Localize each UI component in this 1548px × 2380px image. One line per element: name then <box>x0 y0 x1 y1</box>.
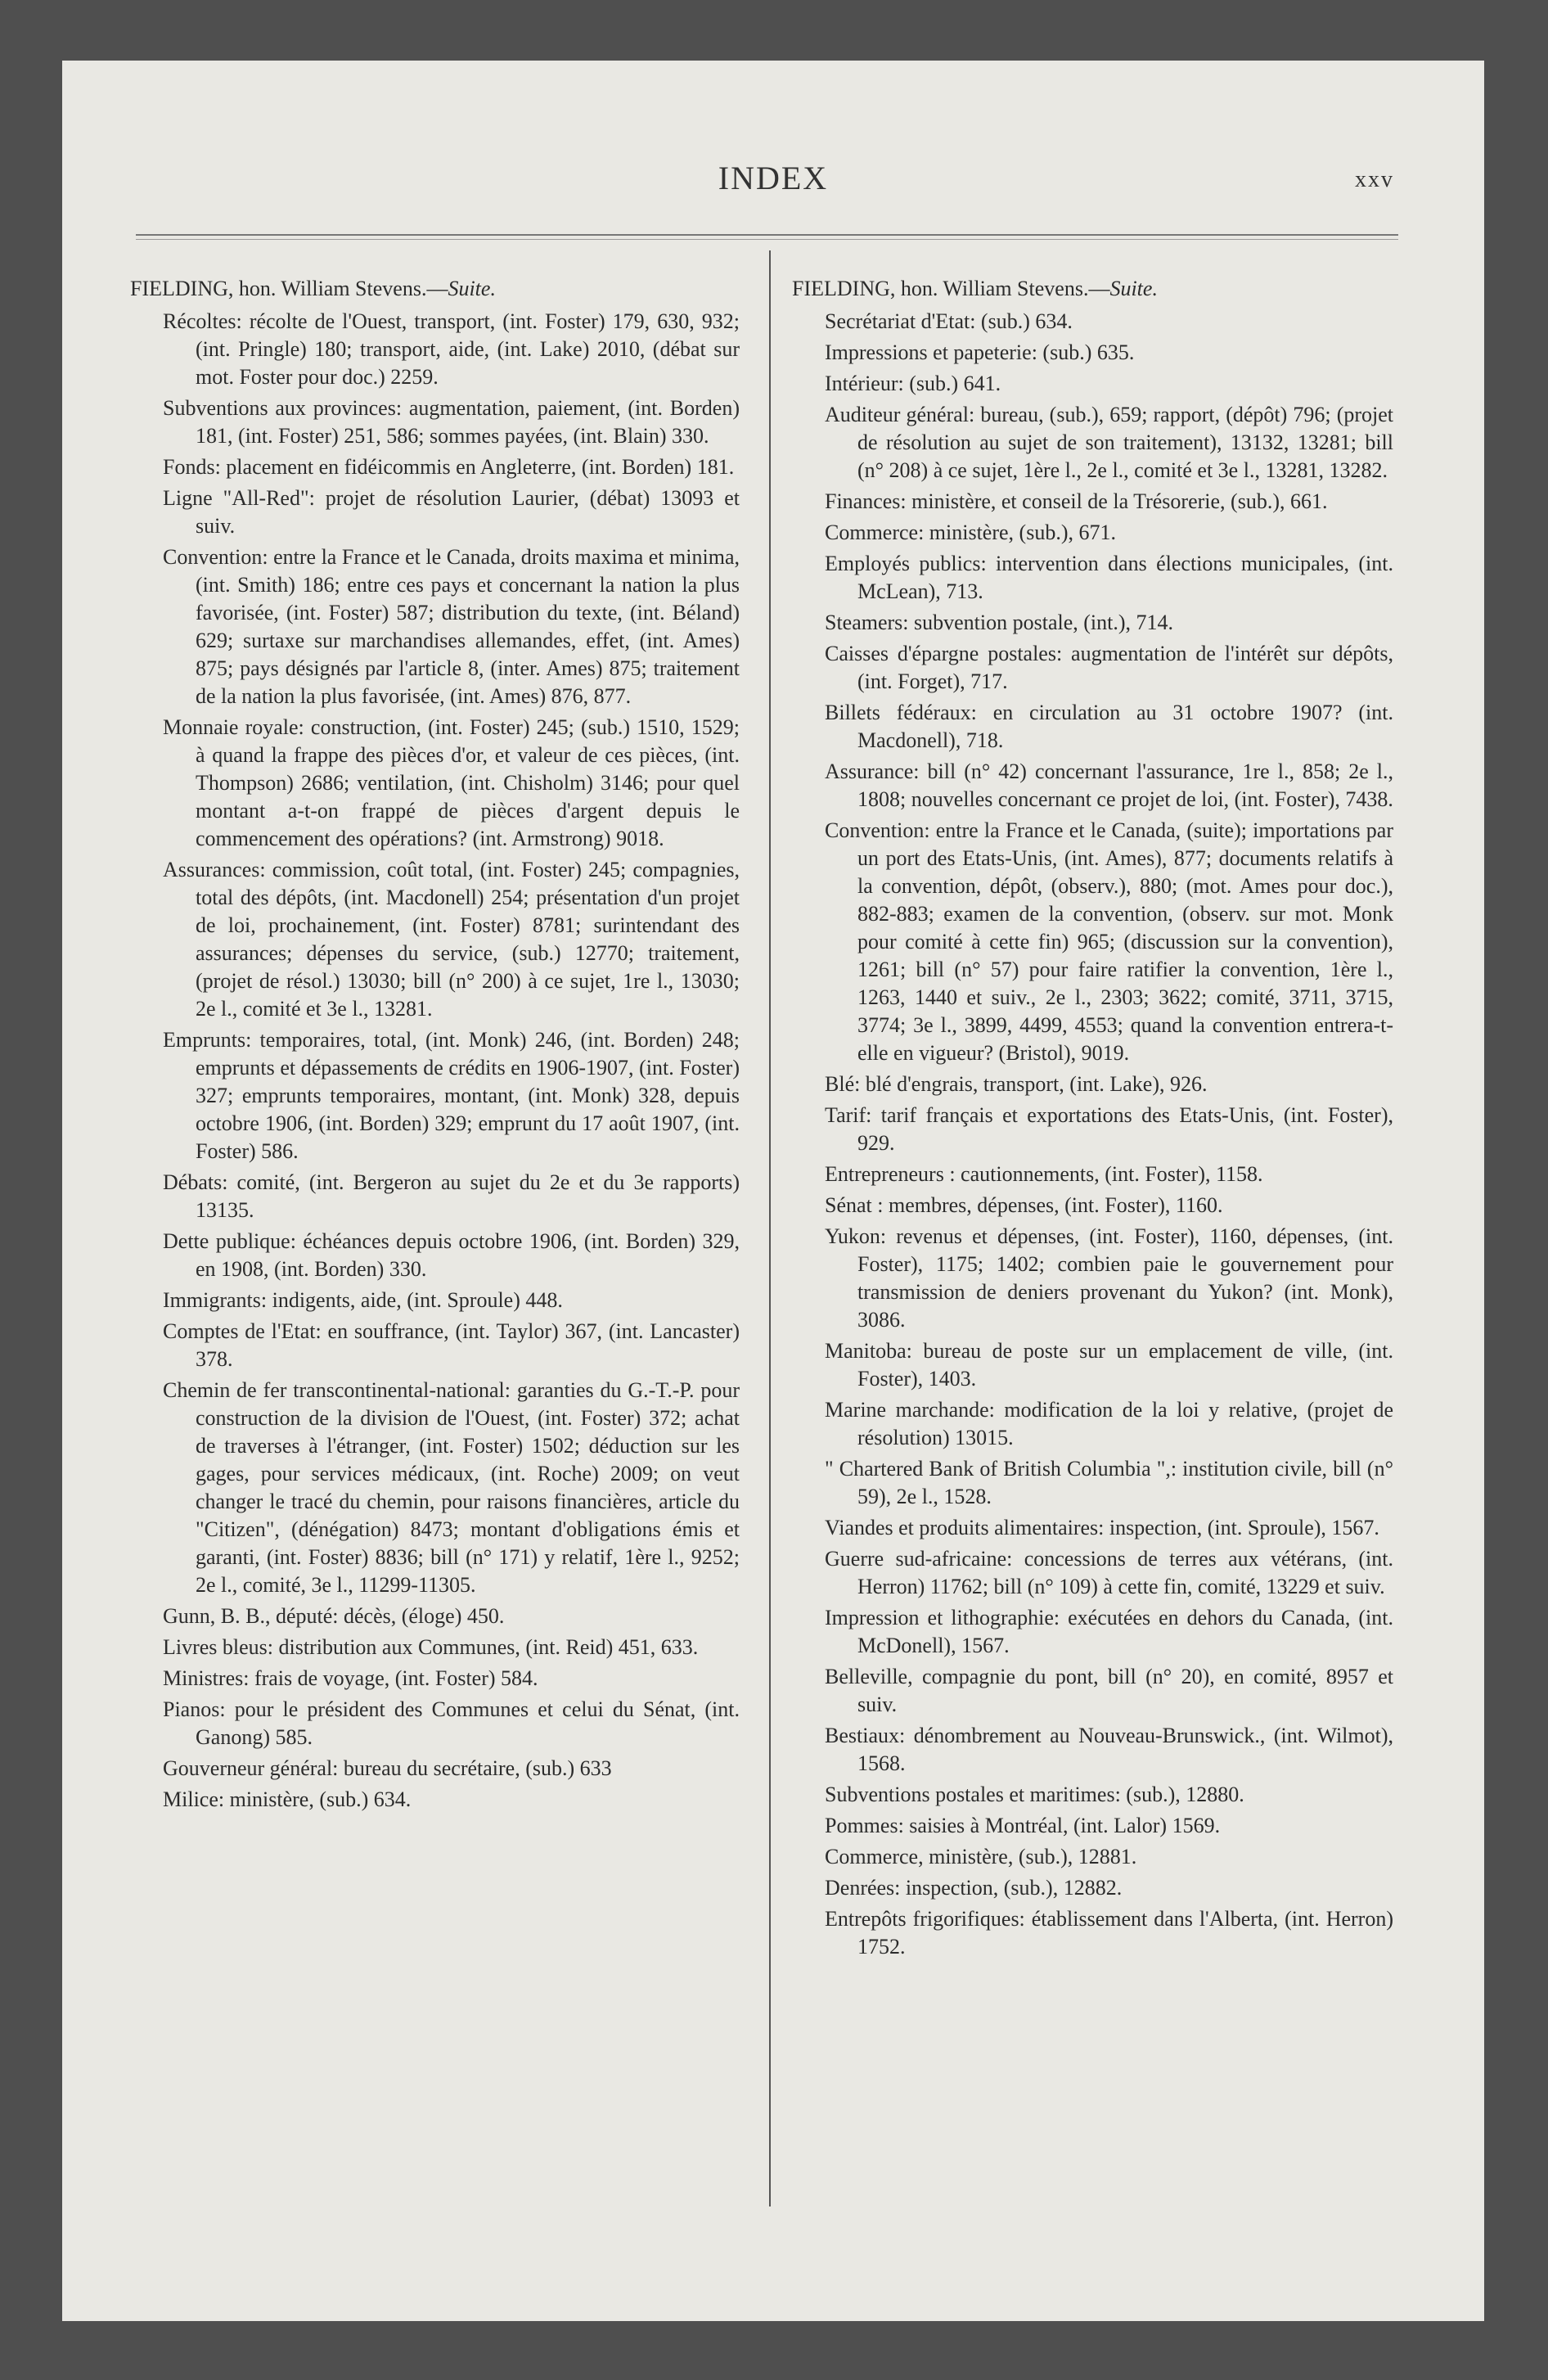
index-entry: Dette publique: échéances depuis octobre 1906, (int. Borden) 329, en 1908, (int. Borden) 330. <box>163 1229 740 1281</box>
index-entry: Marine marchande: modification de la loi y relative, (projet de résolution) 13015. <box>825 1398 1393 1449</box>
index-entry: Billets fédéraux: en circulation au 31 octobre 1907? (int. Macdonell), 718. <box>825 701 1393 752</box>
index-entry: Milice: ministère, (sub.) 634. <box>163 1787 412 1811</box>
entry-heading <box>792 275 1393 303</box>
index-entry: Ministres: frais de voyage, (int. Foster) 584. <box>163 1666 538 1690</box>
index-entry: Convention: entre la France et le Canada, (suite); importations par un port des Etats-Unis, (int. Ames), 877; documents relatifs à la convention, dépôt, (observ.), 880; (mot. Ames pour doc.), 882-883; examen de la convention, (observ. sur mot. Monk pour comité à cette fin) 965; (discussion sur la convention), 1261; bill (n° 57) pour faire ratifier la convention, 1ère l., 1263, 1440 et suiv., 2e l., 2303; 3622; comité, 3711, 3715, 3774; 3e l., 3899, 4499, 4553; quand la convention entrera-t-elle en vigueur? (Bristol), 9019. <box>825 818 1393 1065</box>
index-entry: Gunn, B. B., député: décès, (éloge) 450. <box>163 1604 505 1628</box>
index-entry: Chemin de fer transcontinental-national: garanties du G.-T.-P. pour construction de la division de l'Ouest, (int. Foster) 372; achat de traverses à l'étranger, (int. Foster) 1502; déduction sur les gages, pour services médicaux, (int. Roche) 2009; on veut changer le tracé du chemin, pour raisons financières, article du "Citizen", (dénégation) 8473; montant d'obligations émis et garanti, (int. Foster) 8836; bill (n° 171) y relatif, 1ère l., 9252; 2e l., comité, 3e l., 11299-11305. <box>163 1378 740 1597</box>
index-page <box>62 61 1484 2321</box>
right-column <box>792 275 1393 1964</box>
index-entry: Belleville, compagnie du pont, bill (n° 20), en comité, 8957 et suiv. <box>825 1665 1393 1716</box>
index-entry: Subventions aux provinces: augmentation, paiement, (int. Borden) 181, (int. Foster) 251, 586; sommes payées, (int. Blain) 330. <box>163 396 740 448</box>
index-entry: Emprunts: temporaires, total, (int. Monk) 246, (int. Borden) 248; emprunts et dépassements de crédits en 1906-1907, (int. Foster) 327; emprunts temporaires, montant, (int. Monk) 328, depuis octobre 1906, (int. Borden) 329; emprunt du 17 août 1907, (int. Foster) 586. <box>163 1028 740 1163</box>
index-entry: Bestiaux: dénombrement au Nouveau-Brunswick., (int. Wilmot), 1568. <box>825 1724 1393 1775</box>
index-entry: Livres bleus: distribution aux Communes, (int. Reid) 451, 633. <box>163 1635 699 1659</box>
heading-suite: Suite. <box>448 277 496 300</box>
header-rule <box>136 234 1398 240</box>
index-entry: Employés publics: intervention dans élections municipales, (int. McLean), 713. <box>825 552 1393 603</box>
index-entry: Ligne "All-Red": projet de résolution Laurier, (débat) 13093 et suiv. <box>163 486 740 538</box>
index-entry: Monnaie royale: construction, (int. Foster) 245; (sub.) 1510, 1529; à quand la frappe des pièces d'or, et valeur de ces pièces, (int. Thompson) 2686; ventilation, (int. Chisholm) 3146; pour quel montant a-t-on frappé de pièces d'argent depuis le commencement des opérations? (int. Armstrong) 9018. <box>163 715 740 850</box>
index-entry: " Chartered Bank of British Columbia ",: institution civile, bill (n° 59), 2e l., 1528. <box>825 1457 1393 1508</box>
index-entry: Intérieur: (sub.) 641. <box>825 372 1001 395</box>
index-entry: Denrées: inspection, (sub.), 12882. <box>825 1876 1123 1900</box>
left-column <box>130 275 740 1817</box>
index-entry: Secrétariat d'Etat: (sub.) 634. <box>825 309 1073 333</box>
index-entry: Impressions et papeterie: (sub.) 635. <box>825 340 1135 364</box>
index-entry: Sénat : membres, dépenses, (int. Foster), 1160. <box>825 1193 1223 1217</box>
index-entry: Immigrants: indigents, aide, (int. Sproule) 448. <box>163 1288 563 1312</box>
index-entry: Comptes de l'Etat: en souffrance, (int. Taylor) 367, (int. Lancaster) 378. <box>163 1319 740 1371</box>
index-entry: Steamers: subvention postale, (int.), 714. <box>825 611 1174 634</box>
index-entry: Caisses d'épargne postales: augmentation de l'intérêt sur dépôts, (int. Forget), 717. <box>825 642 1393 693</box>
index-entry: Guerre sud-africaine: concessions de terres aux vétérans, (int. Herron) 11762; bill (n° 109) à cette fin, comité, 13229 et suiv. <box>825 1547 1393 1598</box>
index-entry: Manitoba: bureau de poste sur un emplacement de ville, (int. Foster), 1403. <box>825 1339 1393 1391</box>
index-entry: Commerce, ministère, (sub.), 12881. <box>825 1845 1137 1868</box>
index-entry: Récoltes: récolte de l'Ouest, transport, (int. Foster) 179, 630, 932; (int. Pringle) 180; transport, aide, (int. Lake) 2010, (débat sur mot. Foster pour doc.) 2259. <box>163 309 740 389</box>
index-entry: Pianos: pour le président des Communes et celui du Sénat, (int. Ganong) 585. <box>163 1697 740 1749</box>
heading-suite: Suite. <box>1109 277 1158 300</box>
index-entry: Pommes: saisies à Montréal, (int. Lalor) 1569. <box>825 1814 1221 1837</box>
index-entry: Yukon: revenus et dépenses, (int. Foster), 1160, dépenses, (int. Foster), 1175; 1402; combien paie le gouvernement pour transmission de deniers provenant du Yukon? (int. Monk), 3086. <box>825 1224 1393 1332</box>
page-number: xxv <box>1355 167 1394 192</box>
index-entry: Subventions postales et maritimes: (sub.), 12880. <box>825 1783 1244 1806</box>
index-entry: Débats: comité, (int. Bergeron au sujet du 2e et du 3e rapports) 13135. <box>163 1170 740 1222</box>
index-entry: Finances: ministère, et conseil de la Trésorerie, (sub.), 661. <box>825 489 1328 513</box>
index-entry: Fonds: placement en fidéicommis en Angleterre, (int. Borden) 181. <box>163 455 735 479</box>
index-entry: Gouverneur général: bureau du secrétaire, (sub.) 633 <box>163 1756 612 1780</box>
index-entry: Entrepreneurs : cautionnements, (int. Foster), 1158. <box>825 1162 1263 1186</box>
index-entry: Tarif: tarif français et exportations des Etats-Unis, (int. Foster), 929. <box>825 1103 1393 1155</box>
heading-name: FIELDING, hon. William Stevens.— <box>792 277 1110 300</box>
index-entry: Convention: entre la France et le Canada, droits maxima et minima, (int. Smith) 186; entre ces pays et concernant la nation la plus favorisée, (int. Foster) 587; distribution du texte, (int. Béland) 629; surtaxe sur marchandises allemandes, effet, (int. Ames) 875; pays désignés par l'article 8, (inter. Ames) 875; traitement de la nation la plus favorisée, (int. Ames) 876, 877. <box>163 545 740 708</box>
index-entry: Assurances: commission, coût total, (int. Foster) 245; compagnies, total des dépôts, (int. Macdonell) 254; présentation d'un projet de loi, prochainement, (int. Foster) 8781; surintendant des assurances; dépenses du service, (sub.) 12770; traitement, (projet de résol.) 13030; bill (n° 200) à ce sujet, 1re l., 13030; 2e l., comité et 3e l., 13281. <box>163 858 740 1021</box>
page-title: INDEX <box>718 160 829 196</box>
index-entry: Viandes et produits alimentaires: inspection, (int. Sproule), 1567. <box>825 1516 1379 1539</box>
index-entry: Auditeur général: bureau, (sub.), 659; rapport, (dépôt) 796; (projet de résolution au sujet de son traitement), 13132, 13281; bill (n° 208) à ce sujet, 1ère l., 2e l., comité et 3e l., 13281, 13282. <box>825 403 1393 482</box>
entry-heading <box>130 275 740 303</box>
column-divider <box>769 250 771 2206</box>
heading-name: FIELDING, hon. William Stevens.— <box>130 277 448 300</box>
index-entry: Commerce: ministère, (sub.), 671. <box>825 521 1116 544</box>
index-entry: Entrepôts frigorifiques: établissement dans l'Alberta, (int. Herron) 1752. <box>825 1907 1393 1959</box>
index-entry: Assurance: bill (n° 42) concernant l'assurance, 1re l., 858; 2e l., 1808; nouvelles concernant ce projet de loi, (int. Foster), 7438. <box>825 760 1393 811</box>
index-entry: Impression et lithographie: exécutées en dehors du Canada, (int. McDonell), 1567. <box>825 1606 1393 1657</box>
index-entry: Blé: blé d'engrais, transport, (int. Lake), 926. <box>825 1072 1208 1096</box>
